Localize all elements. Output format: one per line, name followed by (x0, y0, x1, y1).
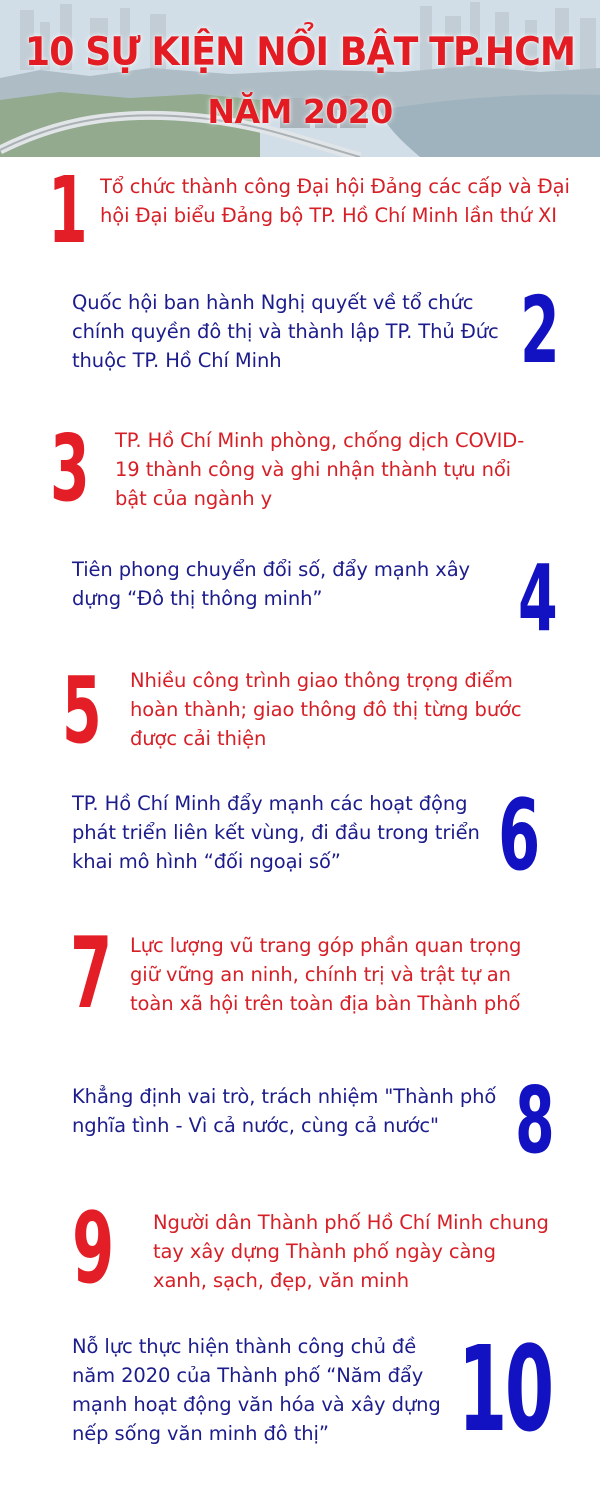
event-text: Nhiều công trình giao thông trọng điểm hoàn thành; giao thông đô thị từng bước được cải thiện (130, 669, 522, 750)
event-number: 2 (520, 277, 560, 384)
event-number: 5 (62, 657, 102, 764)
event-text: Khẳng định vai trò, trách nhiệm "Thành phố nghĩa tình - Vì cả nước, cùng cả nước" (72, 1085, 497, 1137)
event-text: Nỗ lực thực hiện thành công chủ đề năm 2020 của Thành phố “Năm đẩy mạnh hoạt động văn hóa và xây dựng nếp sống văn minh đô thị” (72, 1335, 441, 1445)
event-number: 10 (458, 1320, 552, 1458)
header-banner (0, 0, 600, 157)
event-text: TP. Hồ Chí Minh đẩy mạnh các hoạt động phát triển liên kết vùng, đi đầu trong triển khai mô hình “đối ngoại số” (72, 792, 480, 873)
event-number: 8 (515, 1067, 555, 1174)
event-item (0, 917, 600, 1050)
event-item (0, 157, 600, 270)
event-text: Tổ chức thành công Đại hội Đảng các cấp và Đại hội Đại biểu Đảng bộ TP. Hồ Chí Minh lần thứ XI (100, 175, 570, 227)
page-subtitle: NĂM 2020 (207, 92, 393, 131)
event-number: 7 (70, 917, 113, 1031)
event-number: 6 (498, 779, 541, 893)
event-text: Tiên phong chuyển đổi số, đẩy mạnh xây dựng “Đô thị thông minh” (72, 558, 470, 610)
event-number: 3 (50, 415, 90, 522)
event-item (0, 1192, 600, 1306)
event-item (0, 545, 600, 652)
event-text: TP. Hồ Chí Minh phòng, chống dịch COVID-19 thành công và ghi nhận thành tựu nổi bật của ngành y (115, 429, 525, 510)
event-item (0, 1067, 600, 1180)
event-text: Lực lượng vũ trang góp phần quan trọng giữ vững an ninh, chính trị và trật tự an toàn xã hội trên toàn địa bàn Thành phố (130, 934, 522, 1015)
city-skyline-image (0, 0, 600, 157)
event-item (0, 415, 600, 528)
event-text: Người dân Thành phố Hồ Chí Minh chung tay xây dựng Thành phố ngày càng xanh, sạch, đẹp, văn minh (153, 1211, 549, 1292)
event-number: 9 (72, 1192, 115, 1306)
event-item (0, 1320, 600, 1480)
page-title: 10 SỰ KIỆN NỔI BẬT TP.HCM (24, 30, 576, 75)
event-text: Quốc hội ban hành Nghị quyết về tổ chức chính quyền đô thị và thành lập TP. Thủ Đức thuộc TP. Hồ Chí Minh (72, 291, 499, 372)
event-number: 1 (48, 157, 88, 264)
event-item (0, 277, 600, 390)
event-item (0, 657, 600, 770)
event-item (0, 779, 600, 900)
event-number: 4 (518, 545, 558, 652)
